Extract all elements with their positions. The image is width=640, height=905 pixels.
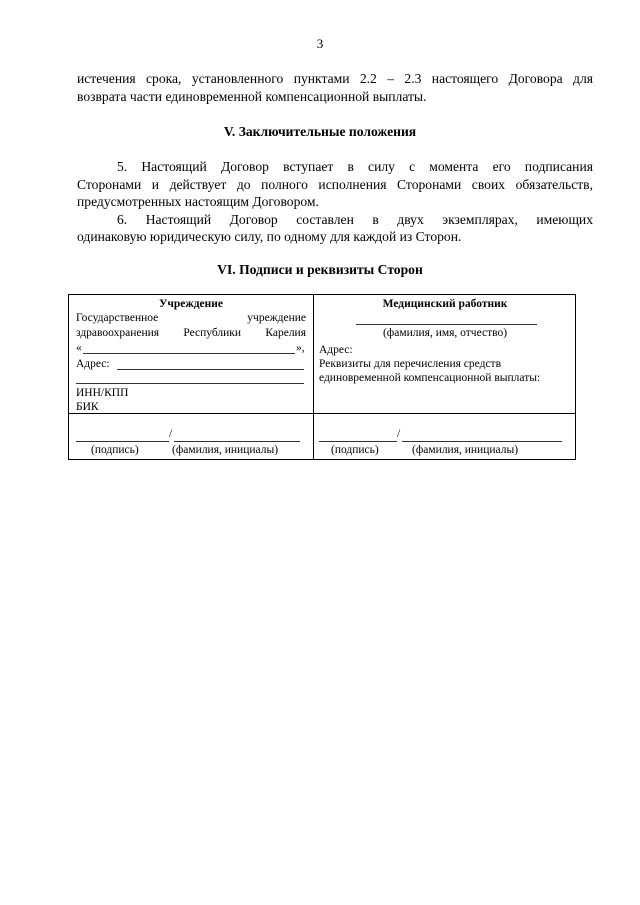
medical-worker-fio-caption: (фамилия, имя, отчество) xyxy=(382,327,508,339)
medical-worker-signature-separator: / xyxy=(397,428,401,440)
institution-header: Учреждение xyxy=(158,298,224,310)
row-divider xyxy=(69,413,575,414)
institution-line-2: здравоохранения Республики Карелия xyxy=(76,327,306,339)
medical-worker-requisites-line-1: Реквизиты для перечисления средств xyxy=(319,358,502,370)
column-divider xyxy=(313,295,314,459)
medical-worker-fio-line[interactable] xyxy=(356,324,537,325)
institution-name-line[interactable] xyxy=(83,353,295,354)
medical-worker-address-label: Адрес: xyxy=(319,344,353,356)
institution-signature-separator: / xyxy=(169,428,173,440)
paragraph-5-line-1: 5. Настоящий Договор вступает в силу с момента его подписания xyxy=(117,159,593,174)
signatures-table xyxy=(68,294,576,460)
institution-signature-line[interactable] xyxy=(76,441,169,442)
paragraph-5-line-2: Сторонами и действует до полного исполнения Сторонами своих обязательств, xyxy=(77,176,593,192)
paragraph-6-line-1: 6. Настоящий Договор составлен в двух экземплярах, имеющих xyxy=(117,211,593,227)
institution-address-line[interactable] xyxy=(117,369,304,370)
medical-worker-signature-line[interactable] xyxy=(319,441,397,442)
intro-line-2: возврата части единовременной компенсационной выплаты. xyxy=(77,88,427,104)
medical-worker-name-caption: (фамилия, инициалы) xyxy=(412,444,519,456)
bik-label: БИК xyxy=(76,401,99,413)
paragraph-6-line-2: одинаковую юридическую силу, по одному для каждой из Сторон. xyxy=(77,229,462,244)
medical-worker-header: Медицинский работник xyxy=(382,298,508,310)
medical-worker-requisites-line-2: единовременной компенсационной выплаты: xyxy=(319,372,541,384)
institution-signature-caption: (подпись) xyxy=(91,444,139,456)
section-6-title: VI. Подписи и реквизиты Сторон xyxy=(217,262,423,277)
section-5-title: V. Заключительные положения xyxy=(223,124,417,139)
medical-worker-signature-caption: (подпись) xyxy=(331,444,379,456)
institution-name-caption: (фамилия, инициалы) xyxy=(172,444,279,456)
paragraph-5-line-3: предусмотренных настоящим Договором. xyxy=(77,194,319,209)
quote-close: », xyxy=(296,342,305,354)
medical-worker-name-initials-line[interactable] xyxy=(402,441,562,442)
quote-open: « xyxy=(76,342,82,354)
intro-line-1: истечения срока, установленного пунктами 2.2 – 2.3 настоящего Договора для xyxy=(77,71,593,86)
institution-address-label: Адрес: xyxy=(76,358,110,370)
institution-name-initials-line[interactable] xyxy=(174,441,300,442)
inn-kpp-label: ИНН/КПП xyxy=(76,387,129,399)
page-number: 3 xyxy=(316,36,324,51)
institution-line-1: Государственное учреждение xyxy=(76,312,306,324)
institution-address-line-2[interactable] xyxy=(76,383,304,384)
